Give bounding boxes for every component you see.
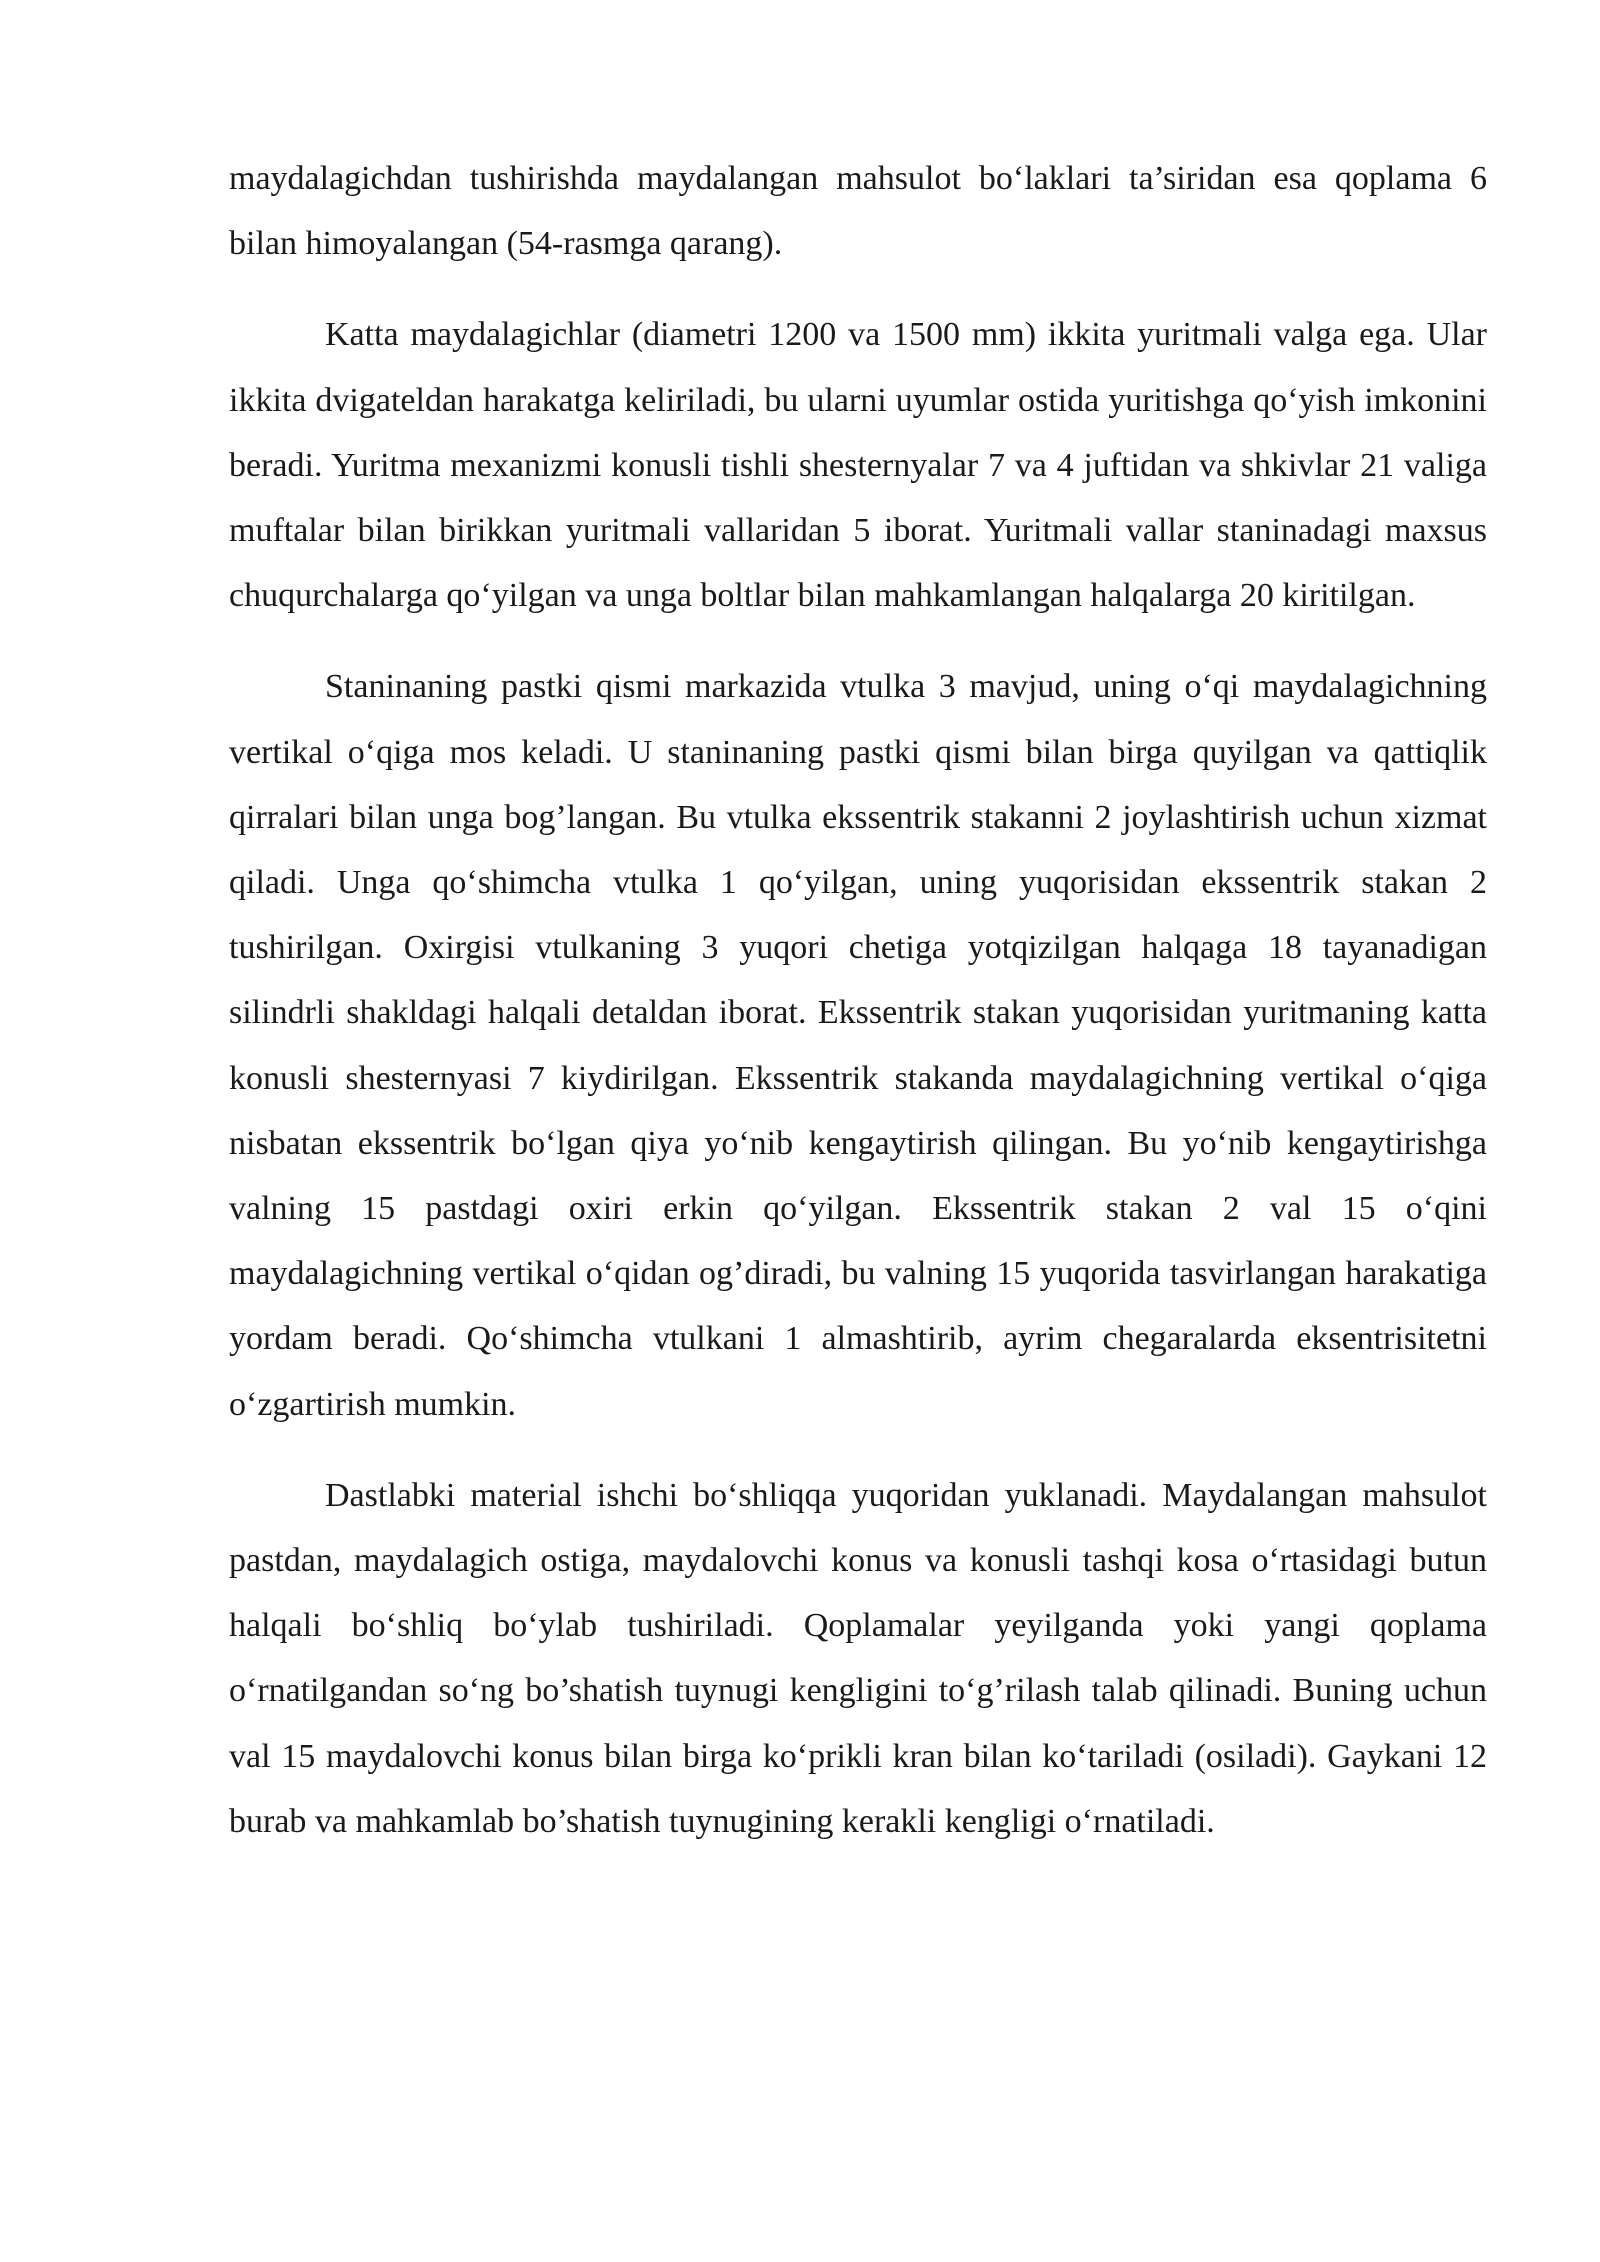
document-body	[229, 146, 1487, 1880]
paragraph-2: Katta maydalagichlar (diametri 1200 va 1500 mm) ikkita yuritmali valga ega. Ular ikkita dvigateldan harakatga keliriladi, bu ularni uyumlar ostida yuritishga qo‘yish imkonini beradi. Yuritma mexanizmi konusli tishli shesternyalar 7 va 4 juftidan va shkivlar 21 valiga muftalar bilan birikkan yuritmali vallaridan 5 iborat. Yuritmali vallar staninadagi maxsus chuqurchalarga qo‘yilgan va unga boltlar bilan mahkamlangan halqalarga 20 kiritilgan.	[229, 316, 1487, 615]
paragraph-1: maydalagichdan tushirishda maydalangan mahsulot bo‘laklari ta’siridan esa qoplama 6 bilan himoyalangan (54-rasmga qarang).	[229, 160, 1487, 263]
paragraph-3: Staninaning pastki qismi markazida vtulka 3 mavjud, uning o‘qi maydalagichning vertikal o‘qiga mos keladi. U staninaning pastki qismi bilan birga quyilgan va qattiqlik qirralari bilan unga bog’langan. Bu vtulka ekssentrik stakanni 2 joylashtirish uchun xizmat qiladi. Unga qo‘shimcha vtulka 1 qo‘yilgan, uning yuqorisidan ekssentrik stakan 2 tushirilgan. Oxirgisi vtulkaning 3 yuqori chetiga yotqizilgan halqaga 18 tayanadigan silindrli shakldagi halqali detaldan iborat. Ekssentrik stakan yuqorisidan yuritmaning katta konusli shesternyasi 7 kiydirilgan. Ekssentrik stakanda maydalagichning vertikal o‘qiga nisbatan ekssentrik bo‘lgan qiya yo‘nib kengaytirish qilingan. Bu yo‘nib kengaytirishga valning 15 pastdagi oxiri erkin qo‘yilgan. Ekssentrik stakan 2 val 15 o‘qini maydalagichning vertikal o‘qidan og’diradi, bu valning 15 yuqorida tasvirlangan harakatiga yordam beradi. Qo‘shimcha vtulkani 1 almashtirib, ayrim chegaralarda eksentrisitetni o‘zgartirish mumkin.	[229, 668, 1487, 1423]
paragraph-4: Dastlabki material ishchi bo‘shliqqa yuqoridan yuklanadi. Maydalangan mahsulot pastdan, maydalagich ostiga, maydalovchi konus va konusli tashqi kosa o‘rtasidagi butun halqali bo‘shliq bo‘ylab tushiriladi. Qoplamalar yeyilganda yoki yangi qoplama o‘rnatilgandan so‘ng bo’shatish tuynugi kengligini to‘g’rilash talab qilinadi. Buning uchun val 15 maydalovchi konus bilan birga ko‘prikli kran bilan ko‘tariladi (osiladi). Gaykani 12 burab va mahkamlab bo’shatish tuynugining kerakli kengligi o‘rnatiladi.	[229, 1476, 1487, 1840]
